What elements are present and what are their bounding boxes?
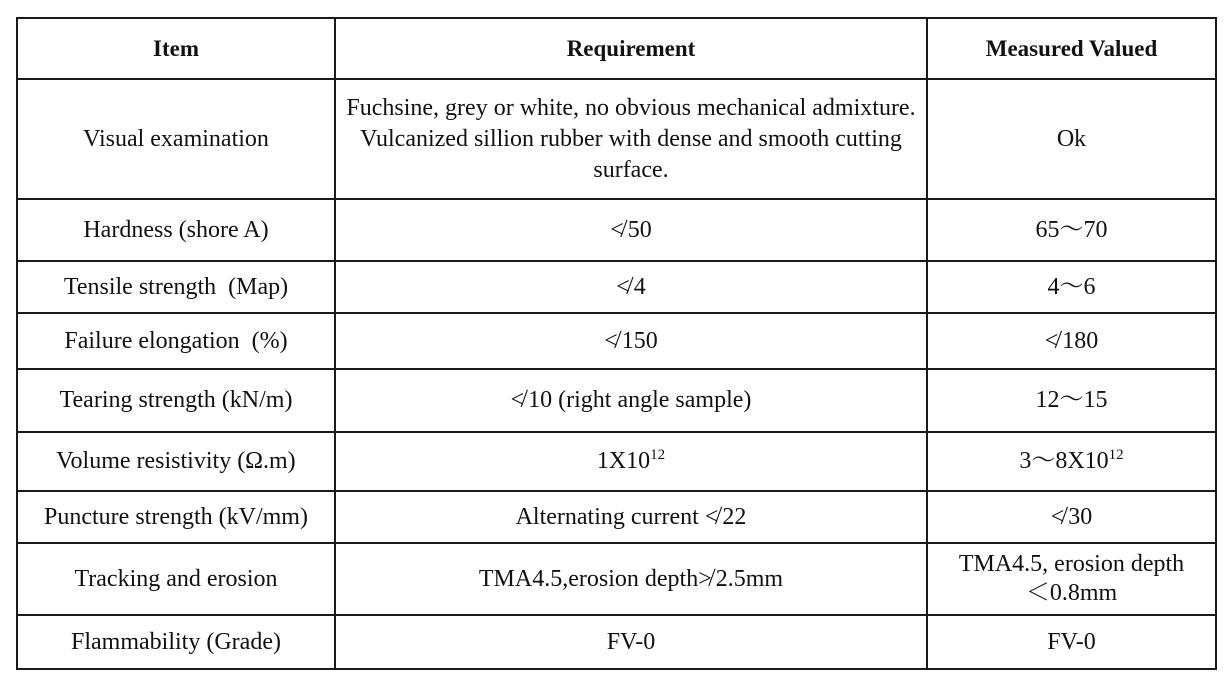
measured-line-1: TMA4.5, erosion depth bbox=[958, 551, 1185, 577]
cell-requirement: Fuchsine, grey or white, no obvious mechanical admixture. Vulcanized sillion rubber with dense and smooth cutting surface. bbox=[335, 79, 927, 199]
cell-measured: 4～6 bbox=[927, 261, 1216, 313]
cell-measured: 12～15 bbox=[927, 369, 1216, 432]
requirement-prefix: TMA4.5,erosion depth bbox=[478, 565, 699, 592]
row-failure-elongation bbox=[17, 313, 1216, 369]
cell-item: Tensile strength (Map) bbox=[17, 261, 335, 313]
not-less-than-symbol: ≮ bbox=[604, 327, 618, 354]
measured-line-2: ＜0.8mm bbox=[1025, 580, 1118, 606]
cell-requirement: FV-0 bbox=[335, 615, 927, 669]
header-row bbox=[17, 18, 1216, 79]
row-hardness bbox=[17, 199, 1216, 261]
row-tearing-strength bbox=[17, 369, 1216, 432]
measured-value: 30 bbox=[1068, 503, 1093, 530]
not-less-than-symbol: ≮ bbox=[616, 273, 630, 300]
requirement-value: 4 bbox=[633, 273, 646, 300]
header-item: Item bbox=[17, 18, 335, 79]
not-greater-than-symbol: ≯ bbox=[698, 565, 712, 592]
cell-measured bbox=[927, 491, 1216, 543]
cell-measured: 65～70 bbox=[927, 199, 1216, 261]
requirement-exponent: 12 bbox=[650, 447, 666, 463]
header-requirement: Requirement bbox=[335, 18, 927, 79]
measured-base: 3～8X10 bbox=[1019, 448, 1109, 474]
requirement-value: 150 bbox=[621, 327, 658, 354]
not-less-than-symbol: ≮ bbox=[510, 387, 525, 413]
cell-item: Volume resistivity (Ω.m) bbox=[17, 432, 335, 491]
cell-item: Puncture strength (kV/mm) bbox=[17, 491, 335, 543]
cell-item: Tearing strength (kN/m) bbox=[17, 369, 335, 432]
not-less-than-symbol: ≮ bbox=[610, 216, 624, 243]
not-less-than-symbol: ≮ bbox=[1044, 327, 1059, 354]
specification-table bbox=[16, 17, 1217, 670]
cell-item: Visual examination bbox=[17, 79, 335, 199]
requirement-value: 50 bbox=[627, 216, 652, 243]
cell-item: Flammability (Grade) bbox=[17, 615, 335, 669]
cell-item: Failure elongation (%) bbox=[17, 313, 335, 369]
cell-measured: Ok bbox=[927, 79, 1216, 199]
cell-requirement bbox=[335, 491, 927, 543]
requirement-base: 1X10 bbox=[596, 448, 651, 474]
cell-requirement bbox=[335, 199, 927, 261]
requirement-value: 22 bbox=[722, 503, 747, 530]
row-volume-resistivity bbox=[17, 432, 1216, 491]
requirement-value: 2.5mm bbox=[715, 565, 784, 592]
header-measured: Measured Valued bbox=[927, 18, 1216, 79]
not-less-than-symbol: ≮ bbox=[704, 503, 719, 530]
row-tracking-erosion bbox=[17, 543, 1216, 615]
measured-exponent: 12 bbox=[1108, 447, 1124, 463]
row-visual-examination bbox=[17, 79, 1216, 199]
row-tensile-strength bbox=[17, 261, 1216, 313]
requirement-value: 10 (right angle sample) bbox=[528, 387, 752, 413]
cell-measured: FV-0 bbox=[927, 615, 1216, 669]
measured-value: 180 bbox=[1062, 327, 1099, 354]
cell-measured bbox=[927, 432, 1216, 491]
cell-requirement bbox=[335, 261, 927, 313]
row-flammability bbox=[17, 615, 1216, 669]
requirement-prefix: Alternating current bbox=[515, 503, 699, 530]
row-puncture-strength bbox=[17, 491, 1216, 543]
cell-measured bbox=[927, 313, 1216, 369]
cell-requirement bbox=[335, 432, 927, 491]
cell-item: Hardness (shore A) bbox=[17, 199, 335, 261]
cell-measured bbox=[927, 543, 1216, 615]
cell-requirement bbox=[335, 369, 927, 432]
not-less-than-symbol: ≮ bbox=[1050, 503, 1065, 530]
cell-requirement bbox=[335, 543, 927, 615]
cell-item: Tracking and erosion bbox=[17, 543, 335, 615]
cell-requirement bbox=[335, 313, 927, 369]
